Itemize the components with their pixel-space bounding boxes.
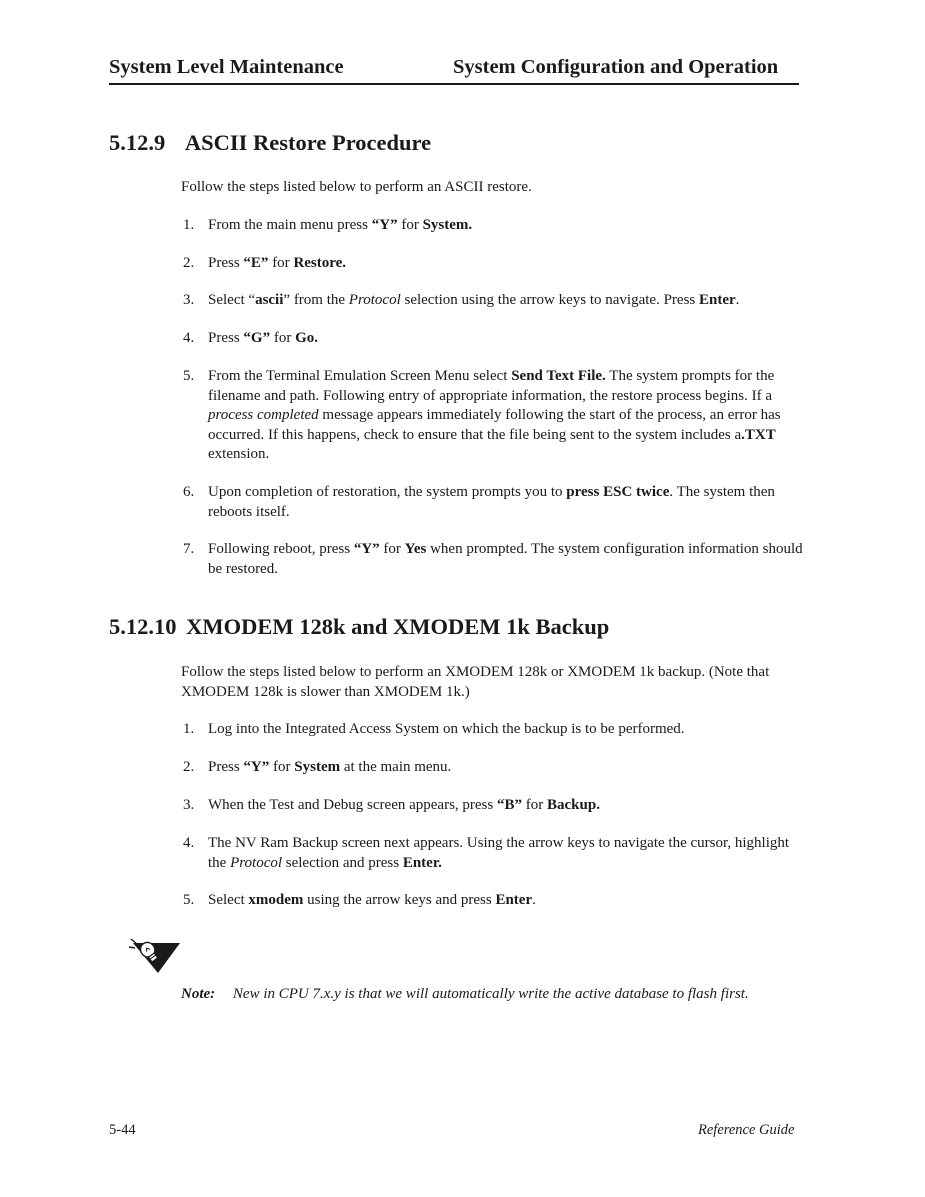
step-text: Select “ascii” from the Protocol selection using the arrow keys to navigate. Press Enter. <box>208 292 740 308</box>
step-text: Select xmodem using the arrow keys and press Enter. <box>208 892 536 908</box>
step-number: 2. <box>183 759 195 775</box>
step-text: From the Terminal Emulation Screen Menu select Send Text File. The system prompts for the filename and path. Following entry of appropriate information, the restore process begins. If a process completed message appears immediately following the start of the process, an error has occurred. If this happens, check to ensure that the file being sent to the system includes a.TXT extension. <box>208 368 781 463</box>
section-title: ASCII Restore Procedure <box>184 130 432 155</box>
step-number: 5. <box>183 368 195 384</box>
list-item <box>183 329 803 349</box>
step-number: 1. <box>183 217 195 233</box>
step-text: Upon completion of restoration, the system prompts you to press ESC twice. The system then reboots itself. <box>208 484 775 520</box>
step-text: Following reboot, press “Y” for Yes when prompted. The system configuration information should be restored. <box>208 541 803 577</box>
step-number: 3. <box>183 797 195 813</box>
step-text: Log into the Integrated Access System on which the backup is to be performed. <box>208 721 685 737</box>
list-item <box>183 254 803 274</box>
section-intro: Follow the steps listed below to perform an ASCII restore. <box>181 179 532 195</box>
step-number: 4. <box>183 835 195 851</box>
section-title: XMODEM 128k and XMODEM 1k Backup <box>186 614 610 639</box>
list-item <box>183 291 803 311</box>
list-item <box>183 540 803 579</box>
step-number: 2. <box>183 255 195 271</box>
step-number: 4. <box>183 330 195 346</box>
list-item <box>183 891 803 911</box>
step-number: 3. <box>183 292 195 308</box>
lightbulb-icon <box>128 935 182 975</box>
step-number: 7. <box>183 541 195 557</box>
note-label: Note: <box>181 986 216 1002</box>
step-text: Press “E” for Restore. <box>208 255 347 271</box>
list-item <box>183 216 803 236</box>
section-number: 5.12.9 <box>109 130 166 155</box>
page-number: 5-44 <box>109 1122 136 1138</box>
list-item <box>183 367 801 465</box>
step-text: The NV Ram Backup screen next appears. Using the arrow keys to navigate the cursor, highlight the Protocol selection and press Enter. <box>208 835 790 871</box>
section-heading-ascii-restore <box>109 130 431 156</box>
running-header-right: System Configuration and Operation <box>453 56 779 78</box>
note-text: New in CPU 7.x.y is that we will automatically write the active database to flash first. <box>232 986 749 1002</box>
running-header-left: System Level Maintenance <box>109 56 344 78</box>
step-text: When the Test and Debug screen appears, press “B” for Backup. <box>208 797 600 813</box>
list-item <box>183 796 803 816</box>
list-item <box>183 720 803 740</box>
list-item <box>183 834 803 873</box>
note <box>181 986 749 1003</box>
step-text: From the main menu press “Y” for System. <box>208 217 473 233</box>
section-number: 5.12.10 <box>109 614 177 639</box>
step-text: Press “Y” for System at the main menu. <box>208 759 452 775</box>
section-heading-xmodem-backup <box>109 614 609 640</box>
footer-title: Reference Guide <box>698 1122 795 1138</box>
list-item <box>183 483 803 522</box>
section-intro: Follow the steps listed below to perform an XMODEM 128k or XMODEM 1k backup. (Note that XMODEM 128k is slower than XMODEM 1k.) <box>181 664 770 700</box>
step-number: 5. <box>183 892 195 908</box>
step-text: Press “G” for Go. <box>208 330 319 346</box>
step-number: 1. <box>183 721 195 737</box>
step-number: 6. <box>183 484 195 500</box>
header-rule <box>109 83 799 85</box>
list-item <box>183 758 803 778</box>
